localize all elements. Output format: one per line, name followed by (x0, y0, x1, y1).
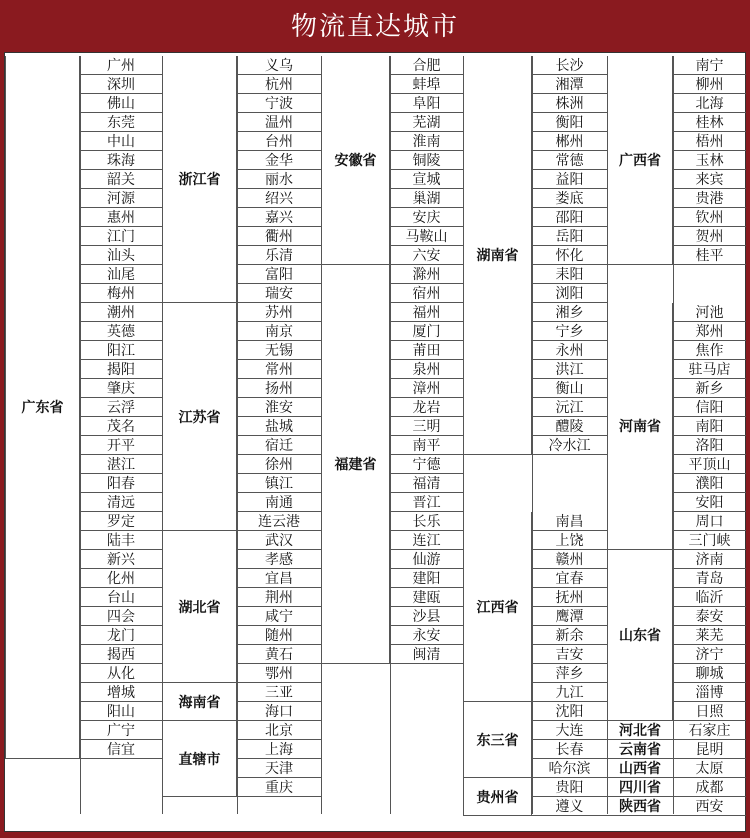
city-cell: 聊城 (673, 664, 746, 683)
city-cell: 建阳 (390, 569, 463, 588)
province-cell: 海南省 (162, 683, 237, 721)
city-cell: 汕头 (80, 246, 162, 265)
city-cell: 新余 (532, 626, 607, 645)
province-cell: 东三省 (463, 702, 532, 778)
city-cell: 昆明 (673, 740, 746, 759)
province-cell: 贵州省 (463, 778, 532, 816)
city-cell: 化州 (80, 569, 162, 588)
province-cell: 浙江省 (162, 56, 237, 303)
province-cell: 湖南省 (463, 56, 532, 455)
city-cell: 日照 (673, 702, 746, 721)
city-cell: 三门峡 (673, 531, 746, 550)
city-cell: 郴州 (532, 132, 607, 151)
grid-line (162, 56, 163, 814)
city-cell: 信阳 (673, 398, 746, 417)
city-cell: 焦作 (673, 341, 746, 360)
city-cell: 徐州 (237, 455, 321, 474)
city-cell: 永州 (532, 341, 607, 360)
city-cell: 阜阳 (390, 94, 463, 113)
city-cell: 无锡 (237, 341, 321, 360)
city-cell: 宿州 (390, 284, 463, 303)
city-cell: 太原 (673, 759, 746, 778)
city-cell: 巢湖 (390, 189, 463, 208)
city-cell: 平顶山 (673, 455, 746, 474)
province-cell-small: 云南省 (607, 740, 673, 759)
city-cell: 娄底 (532, 189, 607, 208)
city-cell: 芜湖 (390, 113, 463, 132)
grid-line (321, 56, 322, 814)
city-cell: 韶关 (80, 170, 162, 189)
city-cell: 南平 (390, 436, 463, 455)
city-cell: 惠州 (80, 208, 162, 227)
city-cell: 晋江 (390, 493, 463, 512)
city-cell: 宁德 (390, 455, 463, 474)
city-cell: 镇江 (237, 474, 321, 493)
province-cell-small: 四川省 (607, 778, 673, 797)
city-cell: 冷水江 (532, 436, 607, 455)
city-cell: 邵阳 (532, 208, 607, 227)
city-cell: 赣州 (532, 550, 607, 569)
city-cell: 茂名 (80, 417, 162, 436)
city-cell: 驻马店 (673, 360, 746, 379)
city-cell: 北海 (673, 94, 746, 113)
province-cell: 河南省 (607, 303, 673, 550)
city-cell: 随州 (237, 626, 321, 645)
city-cell: 洛阳 (673, 436, 746, 455)
city-cell: 宜春 (532, 569, 607, 588)
city-cell: 金华 (237, 151, 321, 170)
province-cell: 江苏省 (162, 303, 237, 531)
city-cell: 怀化 (532, 246, 607, 265)
city-cell: 浏阳 (532, 284, 607, 303)
city-cell: 西安 (673, 797, 746, 816)
city-cell: 安庆 (390, 208, 463, 227)
city-cell: 从化 (80, 664, 162, 683)
city-cell: 宿迁 (237, 436, 321, 455)
city-cell: 玉林 (673, 151, 746, 170)
city-cell: 黄石 (237, 645, 321, 664)
grid-line (607, 56, 608, 814)
city-cell: 瑞安 (237, 284, 321, 303)
city-cell: 清远 (80, 493, 162, 512)
city-cell: 阳江 (80, 341, 162, 360)
city-cell: 沅江 (532, 398, 607, 417)
city-cell: 梧州 (673, 132, 746, 151)
city-cell: 哈尔滨 (532, 759, 607, 778)
city-cell: 济南 (673, 550, 746, 569)
city-cell: 佛山 (80, 94, 162, 113)
city-cell: 龙岩 (390, 398, 463, 417)
city-cell: 三亚 (237, 683, 321, 702)
city-cell: 耒阳 (532, 265, 607, 284)
city-cell: 新兴 (80, 550, 162, 569)
city-cell: 揭西 (80, 645, 162, 664)
city-cell: 抚州 (532, 588, 607, 607)
city-cell: 扬州 (237, 379, 321, 398)
city-cell: 临沂 (673, 588, 746, 607)
province-cell-small: 陕西省 (607, 797, 673, 816)
city-cell: 常州 (237, 360, 321, 379)
city-cell: 深圳 (80, 75, 162, 94)
city-cell: 南宁 (673, 56, 746, 75)
city-cell: 新乡 (673, 379, 746, 398)
city-cell: 肇庆 (80, 379, 162, 398)
city-cell: 四会 (80, 607, 162, 626)
city-cell: 乐清 (237, 246, 321, 265)
city-cell: 莱芜 (673, 626, 746, 645)
province-cell-small: 河北省 (607, 721, 673, 740)
city-cell: 衡山 (532, 379, 607, 398)
city-cell: 武汉 (237, 531, 321, 550)
city-cell: 遵义 (532, 797, 607, 816)
province-cell: 湖北省 (162, 531, 237, 683)
province-cell: 福建省 (321, 265, 390, 664)
grid-line (463, 56, 464, 814)
city-cell: 建瓯 (390, 588, 463, 607)
city-cell: 南阳 (673, 417, 746, 436)
city-cell: 九江 (532, 683, 607, 702)
city-cell: 上海 (237, 740, 321, 759)
city-cell: 江门 (80, 227, 162, 246)
city-cell: 郑州 (673, 322, 746, 341)
city-cell: 钦州 (673, 208, 746, 227)
city-cell: 龙门 (80, 626, 162, 645)
city-cell: 株洲 (532, 94, 607, 113)
city-cell: 广州 (80, 56, 162, 75)
city-cell: 陆丰 (80, 531, 162, 550)
city-cell: 湘乡 (532, 303, 607, 322)
city-cell: 鹰潭 (532, 607, 607, 626)
city-cell: 宣城 (390, 170, 463, 189)
city-cell: 信宜 (80, 740, 162, 759)
city-cell: 沈阳 (532, 702, 607, 721)
city-cell: 天津 (237, 759, 321, 778)
city-cell: 重庆 (237, 778, 321, 797)
province-cell: 安徽省 (321, 56, 390, 265)
city-cell: 铜陵 (390, 151, 463, 170)
city-cell: 萍乡 (532, 664, 607, 683)
province-cell: 山东省 (607, 550, 673, 721)
city-cell: 来宾 (673, 170, 746, 189)
city-cell: 增城 (80, 683, 162, 702)
city-cell: 成都 (673, 778, 746, 797)
city-cell: 石家庄 (673, 721, 746, 740)
city-cell: 滁州 (390, 265, 463, 284)
city-cell: 桂平 (673, 246, 746, 265)
city-cell: 开平 (80, 436, 162, 455)
city-cell: 连云港 (237, 512, 321, 531)
grid-line (80, 56, 81, 814)
city-cell: 益阳 (532, 170, 607, 189)
city-cell: 合肥 (390, 56, 463, 75)
city-cell: 揭阳 (80, 360, 162, 379)
city-cell: 长沙 (532, 56, 607, 75)
city-cell: 阳春 (80, 474, 162, 493)
city-cell: 台州 (237, 132, 321, 151)
city-cell: 广宁 (80, 721, 162, 740)
city-cell: 宁乡 (532, 322, 607, 341)
city-cell: 鄂州 (237, 664, 321, 683)
city-cell: 河源 (80, 189, 162, 208)
city-cell: 常德 (532, 151, 607, 170)
grid-line (532, 56, 533, 814)
city-cell: 宁波 (237, 94, 321, 113)
city-cell: 汕尾 (80, 265, 162, 284)
city-cell: 永安 (390, 626, 463, 645)
page-title: 物流直达城市 (290, 11, 459, 42)
city-cell: 福州 (390, 303, 463, 322)
city-cell: 岳阳 (532, 227, 607, 246)
city-cell: 荆州 (237, 588, 321, 607)
city-cell: 洪江 (532, 360, 607, 379)
city-cell: 莆田 (390, 341, 463, 360)
city-cell: 衢州 (237, 227, 321, 246)
city-cell: 衡阳 (532, 113, 607, 132)
city-cell: 丽水 (237, 170, 321, 189)
city-cell: 温州 (237, 113, 321, 132)
city-cell: 蚌埠 (390, 75, 463, 94)
city-cell: 大连 (532, 721, 607, 740)
city-cell: 苏州 (237, 303, 321, 322)
city-cell: 柳州 (673, 75, 746, 94)
city-cell: 长春 (532, 740, 607, 759)
city-cell: 桂林 (673, 113, 746, 132)
province-cell: 直辖市 (162, 721, 237, 797)
city-cell: 杭州 (237, 75, 321, 94)
city-cell: 福清 (390, 474, 463, 493)
city-cell: 漳州 (390, 379, 463, 398)
city-cell: 台山 (80, 588, 162, 607)
city-cell: 青岛 (673, 569, 746, 588)
grid-line (237, 56, 238, 814)
city-cell: 南昌 (532, 512, 607, 531)
city-cell: 南京 (237, 322, 321, 341)
city-cell: 周口 (673, 512, 746, 531)
city-cell: 云浮 (80, 398, 162, 417)
city-cell: 海口 (237, 702, 321, 721)
city-cell: 珠海 (80, 151, 162, 170)
province-cell: 江西省 (463, 512, 532, 702)
city-cell: 北京 (237, 721, 321, 740)
city-cell: 贵阳 (532, 778, 607, 797)
city-cell: 梅州 (80, 284, 162, 303)
city-cell: 湘潭 (532, 75, 607, 94)
city-cell: 咸宁 (237, 607, 321, 626)
city-cell: 南通 (237, 493, 321, 512)
page-title-banner (0, 0, 750, 48)
city-cell: 孝感 (237, 550, 321, 569)
city-cell: 绍兴 (237, 189, 321, 208)
city-cell: 淄博 (673, 683, 746, 702)
grid-line (390, 56, 391, 814)
city-cell: 仙游 (390, 550, 463, 569)
city-cell: 济宁 (673, 645, 746, 664)
city-cell: 淮安 (237, 398, 321, 417)
city-cell: 泰安 (673, 607, 746, 626)
city-cell: 三明 (390, 417, 463, 436)
city-cell: 厦门 (390, 322, 463, 341)
city-cell: 贵港 (673, 189, 746, 208)
city-cell: 义乌 (237, 56, 321, 75)
province-cell: 广西省 (607, 56, 673, 265)
city-cell: 吉安 (532, 645, 607, 664)
city-cell: 醴陵 (532, 417, 607, 436)
city-cell: 湛江 (80, 455, 162, 474)
city-cell: 中山 (80, 132, 162, 151)
city-cell: 淮南 (390, 132, 463, 151)
city-cell: 沙县 (390, 607, 463, 626)
city-cell: 安阳 (673, 493, 746, 512)
city-cell: 泉州 (390, 360, 463, 379)
city-cell: 阳山 (80, 702, 162, 721)
city-cell: 河池 (673, 303, 746, 322)
city-cell: 贺州 (673, 227, 746, 246)
city-cell: 上饶 (532, 531, 607, 550)
city-cell: 嘉兴 (237, 208, 321, 227)
city-cell: 长乐 (390, 512, 463, 531)
city-cell: 罗定 (80, 512, 162, 531)
city-cell: 马鞍山 (390, 227, 463, 246)
city-cell: 盐城 (237, 417, 321, 436)
grid-line (673, 56, 674, 814)
city-cell: 东莞 (80, 113, 162, 132)
city-cell: 连江 (390, 531, 463, 550)
province-cell: 广东省 (5, 56, 80, 759)
city-cell: 潮州 (80, 303, 162, 322)
city-cell: 宜昌 (237, 569, 321, 588)
city-cell: 六安 (390, 246, 463, 265)
city-cell: 濮阳 (673, 474, 746, 493)
city-cell: 富阳 (237, 265, 321, 284)
city-cell: 英德 (80, 322, 162, 341)
city-cell: 闽清 (390, 645, 463, 664)
province-cell-small: 山西省 (607, 759, 673, 778)
